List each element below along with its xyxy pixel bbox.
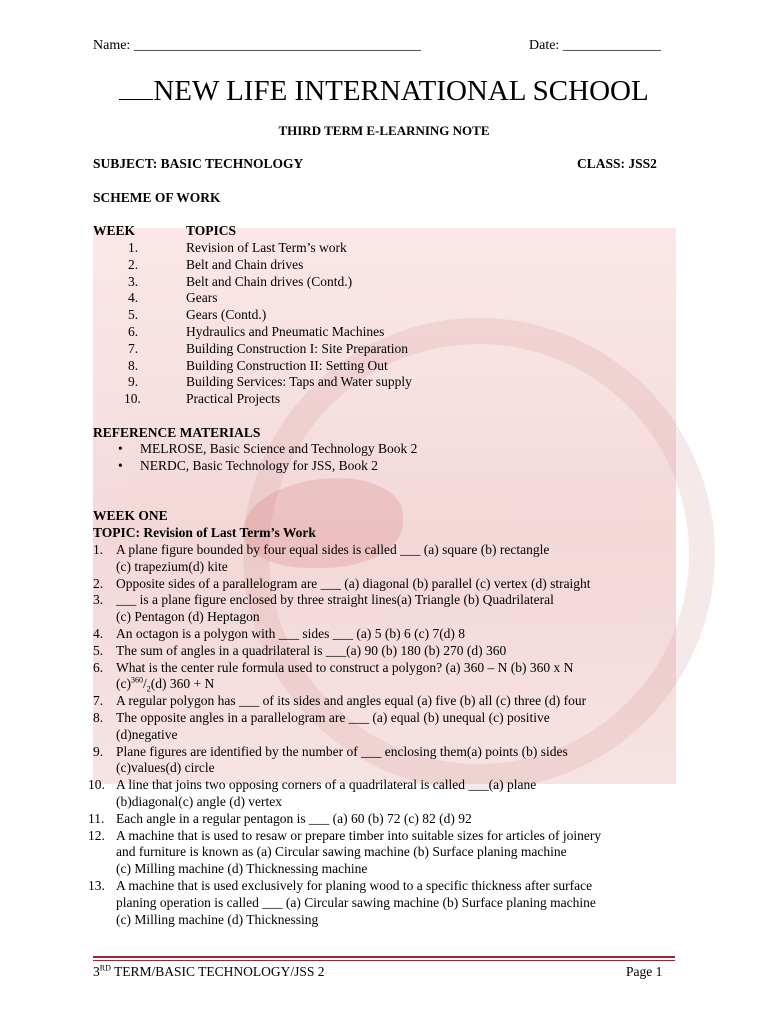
scheme-topic: Belt and Chain drives [186, 256, 304, 272]
reference-heading: REFERENCE MATERIALS [93, 425, 261, 440]
question-line: A machine that is used to resaw or prepare timber into suitable sizes for articles of joinery [116, 827, 602, 843]
scheme-topic: Gears (Contd.) [186, 307, 267, 323]
page-number: Page 1 [626, 964, 663, 979]
formula-line [116, 676, 683, 693]
reference-item [118, 441, 417, 458]
scheme-week-number: 2. [128, 256, 139, 272]
question-number: 7. [93, 693, 104, 709]
question-line: A machine that is used exclusively for planing wood to a specific thickness after surface [116, 877, 593, 893]
question-number: 1. [93, 542, 104, 557]
question-number: 10. [88, 777, 105, 793]
scheme-topic: Belt and Chain drives (Contd.) [186, 273, 353, 289]
class-label: CLASS: JSS2 [577, 156, 657, 171]
formula-sub: 2 [146, 685, 151, 695]
scheme-heading: SCHEME OF WORK [93, 190, 221, 205]
question-line: An octagon is a polygon with ___ sides ___ (a) 5 (b) 6 (c) 7(d) 8 [116, 625, 466, 641]
question-line: (c) Milling machine (d) Thicknessing machine [116, 861, 368, 877]
scheme-week-number: 1. [128, 240, 139, 255]
question-line: The opposite angles in a parallelogram are ___ (a) equal (b) unequal (c) positive [116, 709, 550, 725]
formula-suffix: (d) 360 + N [150, 676, 215, 692]
question-item [88, 810, 683, 828]
question-line: A plane figure bounded by four equal sides is called ___ (a) square (b) rectangle [116, 542, 550, 557]
subject-label: SUBJECT: BASIC TECHNOLOGY [93, 156, 304, 171]
question-list [88, 542, 683, 928]
question-item [93, 643, 683, 660]
question-number: 9. [93, 743, 104, 759]
question-number: 8. [93, 709, 104, 725]
question-line: Each angle in a regular pentagon is ___ (a) 60 (b) 72 (c) 82 (d) 92 [116, 810, 472, 826]
footer-term-superscript: RD [99, 963, 111, 973]
reference-text: NERDC, Basic Technology for JSS, Book 2 [140, 457, 379, 473]
bullet-icon: • [118, 457, 123, 473]
formula-sup: 360 [130, 675, 143, 685]
question-line: (c) trapezium(d) kite [116, 558, 228, 574]
scheme-week-number: 4. [128, 290, 139, 306]
scheme-week-number: 8. [128, 357, 139, 373]
question-number: 12. [88, 827, 105, 843]
question-line: What is the center rule formula used to construct a polygon? (a) 360 – N (b) 360 x N [116, 659, 574, 675]
question-number: 11. [88, 810, 105, 826]
question-line: A regular polygon has ___ of its sides and angles equal (a) five (b) all (c) three (d) four [116, 693, 587, 709]
question-item [93, 542, 683, 576]
week-column-header: WEEK [93, 223, 136, 238]
question-line: Opposite sides of a parallelogram are ___ (a) diagonal (b) parallel (c) vertex (d) straight [116, 575, 591, 591]
footer-term-text: TERM/BASIC TECHNOLOGY/JSS 2 [110, 964, 325, 979]
reference-item [118, 458, 417, 475]
title-underline [119, 75, 153, 100]
question-line: and furniture is known as (a) Circular sawing machine (b) Surface planing machine [116, 844, 567, 860]
week-one-topic: TOPIC: Revision of Last Term’s Work [93, 525, 316, 540]
formula-prefix: (c) [116, 676, 131, 692]
question-item [88, 827, 683, 878]
topics-column-header: TOPICS [186, 223, 237, 238]
question-line: The sum of angles in a quadrilateral is ___(a) 90 (b) 180 (b) 270 (d) 360 [116, 642, 507, 658]
scheme-topic: Revision of Last Term’s work [186, 240, 347, 255]
footer-term-number: 3 [93, 964, 100, 979]
scheme-week-number: 7. [128, 340, 139, 356]
question-line: planing operation is called ___ (a) Circular sawing machine (b) Surface planing machine [116, 894, 596, 910]
question-number: 6. [93, 659, 104, 675]
question-line: ___ is a plane figure enclosed by three straight lines(a) Triangle (b) Quadrilateral [116, 592, 554, 608]
scheme-week-number: 3. [128, 273, 139, 289]
question-line: A line that joins two opposing corners of a quadrilateral is called ___(a) plane [116, 777, 537, 793]
reference-list [118, 441, 417, 475]
scheme-topic: Hydraulics and Pneumatic Machines [186, 323, 385, 339]
question-number: 2. [93, 575, 104, 591]
scheme-topic: Practical Projects [186, 391, 281, 407]
question-line: (b)diagonal(c) angle (d) vertex [116, 793, 283, 809]
question-number: 4. [93, 625, 104, 641]
name-field: Name: _________________________________________ [93, 38, 421, 53]
scheme-topic: Gears [186, 290, 218, 306]
scheme-topic: Building Construction I: Site Preparation [186, 340, 408, 356]
question-item [88, 877, 683, 928]
bullet-icon: • [118, 441, 123, 456]
note-title: THIRD TERM E-LEARNING NOTE [278, 123, 490, 138]
question-line: (d)negative [116, 726, 178, 742]
school-title: NEW LIFE INTERNATIONAL SCHOOL [153, 75, 649, 107]
scheme-week-number: 6. [128, 323, 139, 339]
scheme-week-number: 9. [128, 374, 139, 390]
question-item [93, 660, 683, 694]
week-one-heading: WEEK ONE [93, 508, 168, 523]
footer-term [93, 964, 325, 981]
school-name [0, 74, 768, 108]
question-item [93, 693, 683, 710]
question-item [93, 626, 683, 643]
question-line: (c)values(d) circle [116, 760, 215, 776]
footer-rule [93, 956, 675, 958]
question-item [93, 592, 683, 626]
formula-mid: / [142, 676, 147, 692]
question-number: 13. [88, 877, 105, 893]
scheme-topic: Building Construction II: Setting Out [186, 357, 388, 373]
question-item [93, 744, 683, 778]
footer-rule-thin [93, 960, 675, 961]
question-line: Plane figures are identified by the number of ___ enclosing them(a) points (b) sides [116, 743, 568, 759]
scheme-week-number: 5. [128, 307, 139, 323]
date-field: Date: ______________ [529, 38, 661, 53]
question-number: 3. [93, 592, 104, 608]
scheme-topic: Building Services: Taps and Water supply [186, 374, 412, 390]
question-number: 5. [93, 642, 104, 658]
question-item [88, 777, 683, 811]
question-line: (c) Pentagon (d) Heptagon [116, 609, 260, 625]
question-item [93, 710, 683, 744]
question-line: (c) Milling machine (d) Thicknessing [116, 911, 319, 927]
question-item [93, 576, 683, 593]
reference-text: MELROSE, Basic Science and Technology Book 2 [140, 441, 418, 456]
scheme-week-number: 10. [124, 391, 141, 407]
